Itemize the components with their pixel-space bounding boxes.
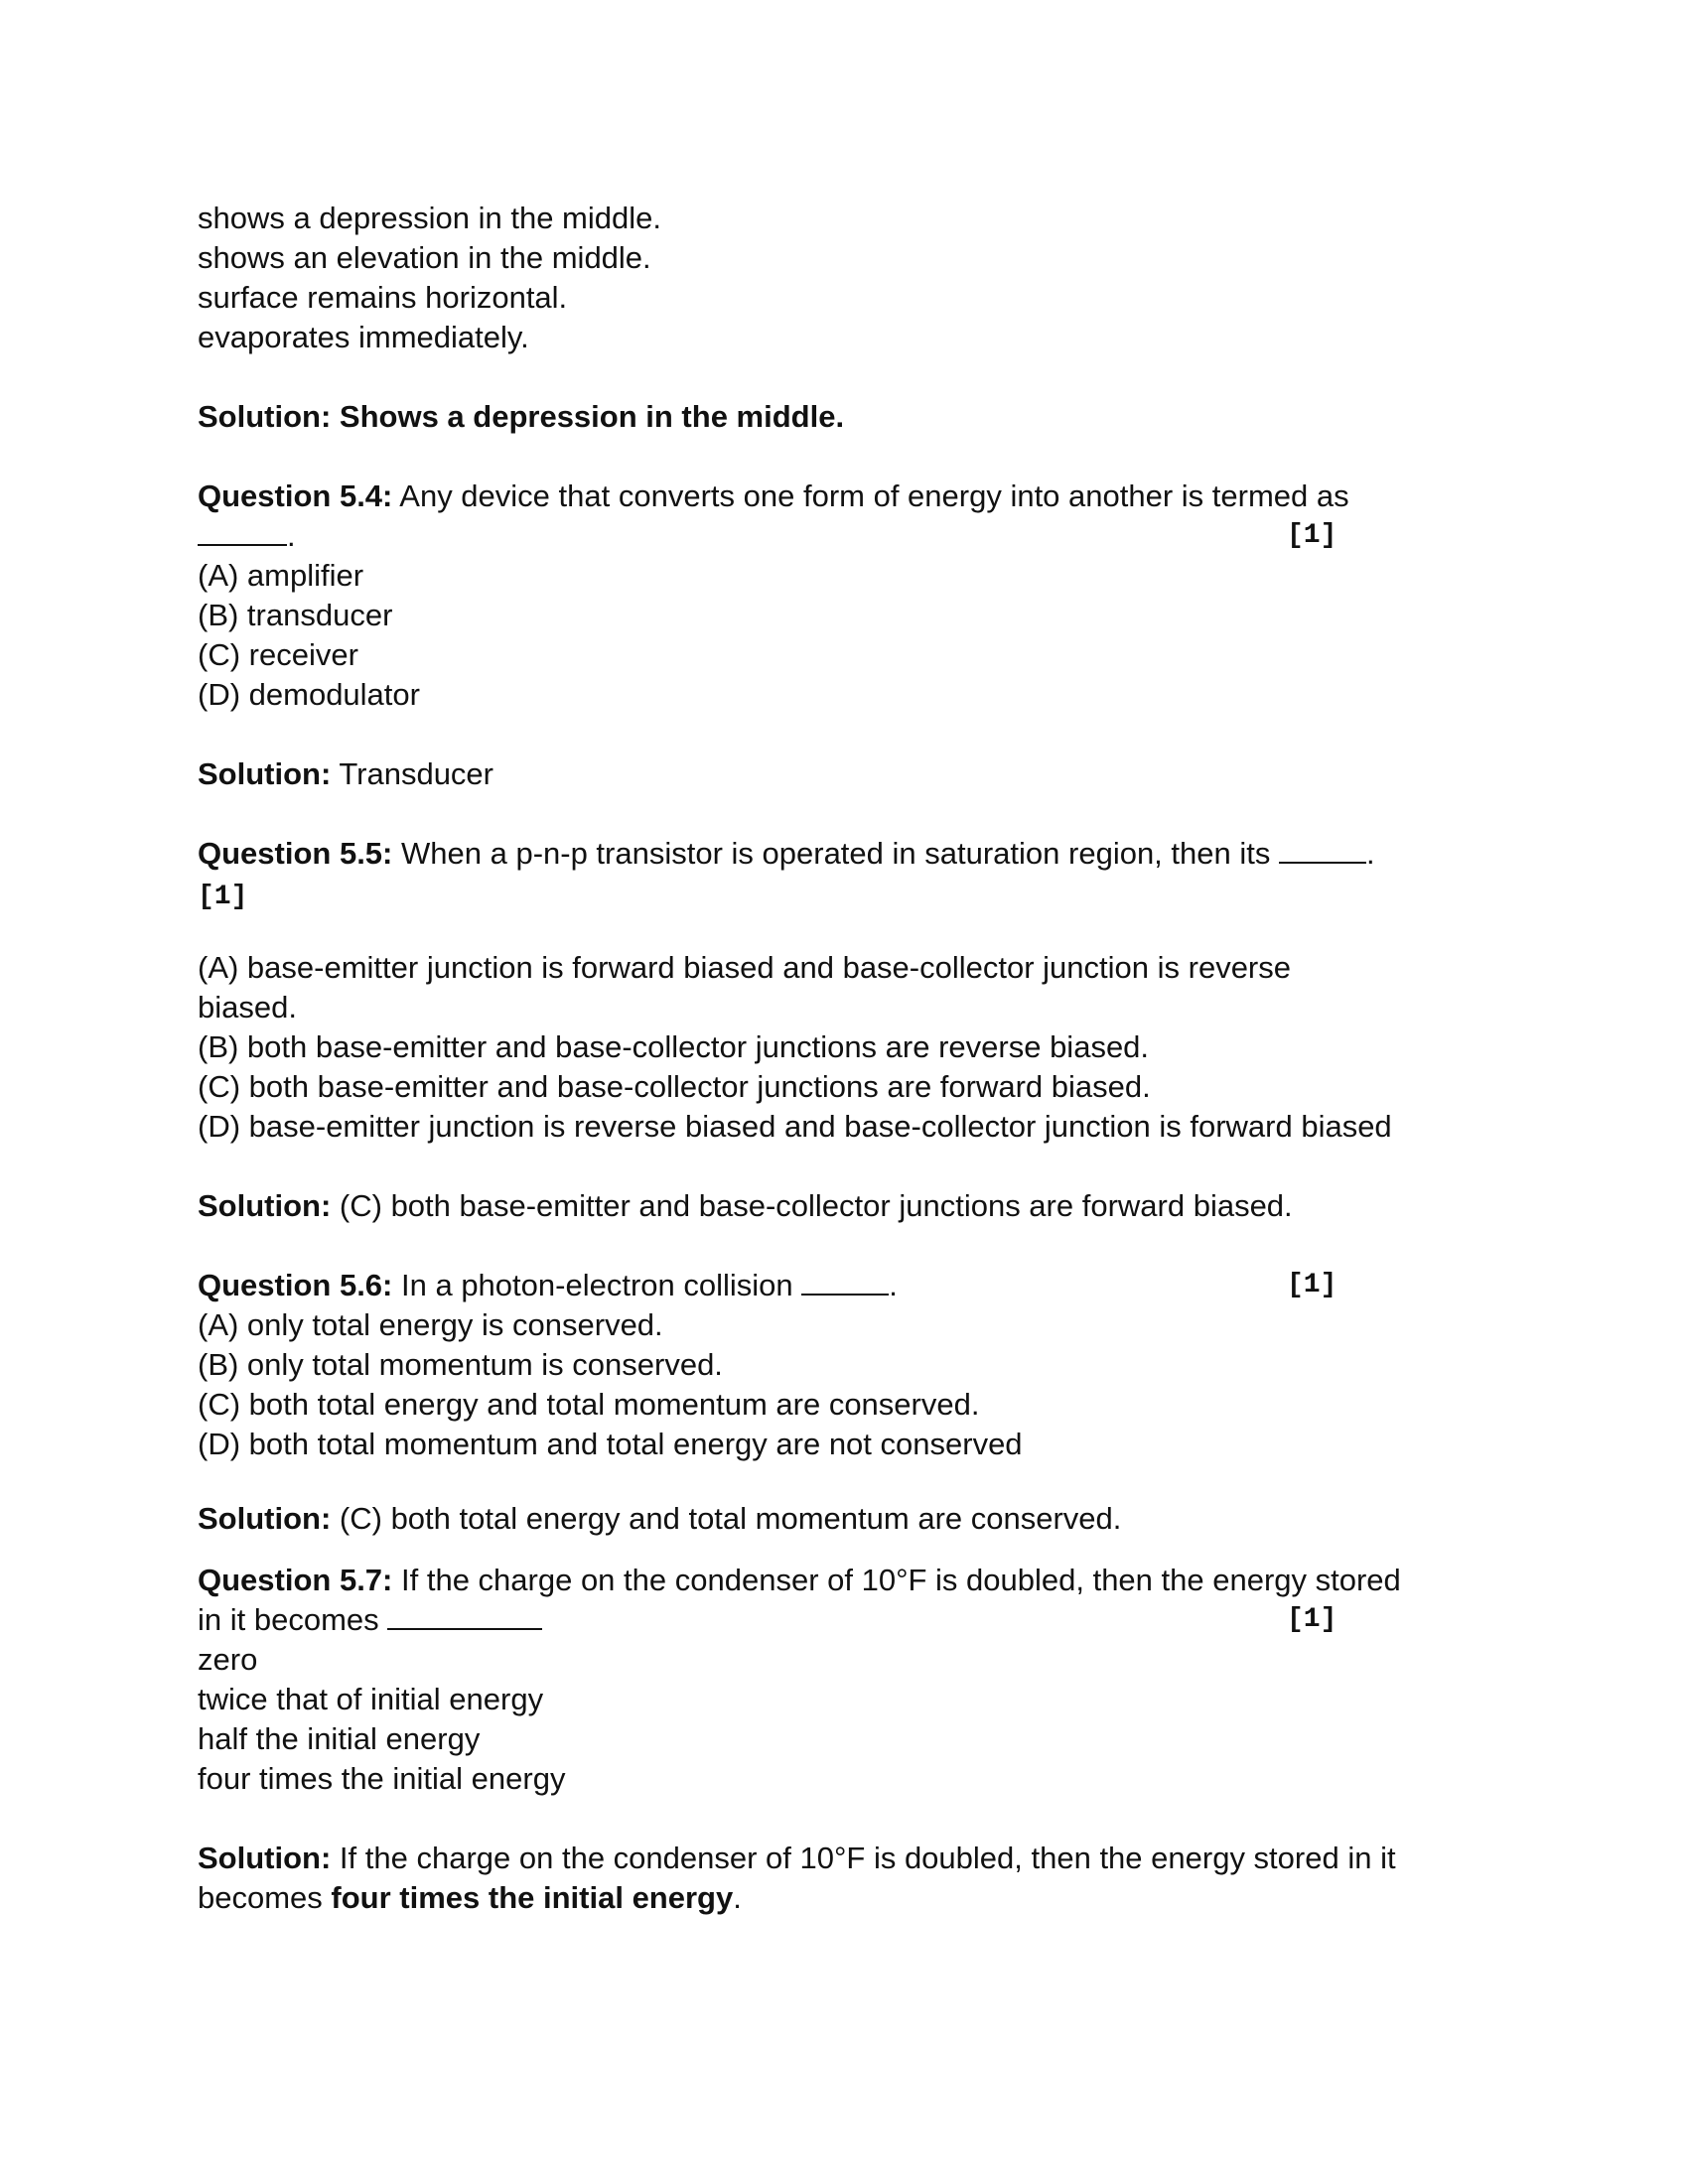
q53-option-2: shows an elevation in the middle. — [198, 240, 651, 275]
q57-option-4: four times the initial energy — [198, 1761, 566, 1796]
q53-option-1: shows a depression in the middle. — [198, 201, 661, 235]
q57-solution — [198, 1839, 1396, 1878]
q55-solution — [198, 1186, 1293, 1226]
q55-label: Question 5.5: — [198, 836, 393, 871]
q56-question: Question 5.6: In a photon-electron collision . — [198, 1268, 898, 1302]
q57-text-cont: in it becomes — [198, 1602, 379, 1637]
q53-option-4: evaporates immediately. — [198, 320, 529, 354]
q55-marks: [1] — [198, 882, 248, 912]
q54-marks: [1] — [1287, 520, 1337, 551]
q55-option-a: (A) base-emitter junction is forward biased and base-collector junction is reverse — [198, 950, 1291, 985]
q55-option-b: (B) both base-emitter and base-collector junctions are reverse biased. — [198, 1029, 1150, 1064]
q54-label: Question 5.4: — [198, 478, 393, 513]
q53-solution: Solution: Shows a depression in the middle. — [198, 399, 845, 434]
q55-marks-line — [198, 874, 247, 917]
q54-option-a: (A) amplifier — [198, 558, 364, 593]
q54-question — [198, 477, 1349, 516]
q54-solution — [198, 754, 493, 794]
answer-blank — [387, 1602, 542, 1630]
q57-solution-answer: four times the initial energy — [331, 1880, 734, 1915]
solution-label: Solution: — [198, 1188, 332, 1223]
q54-option-c: (C) receiver — [198, 637, 358, 672]
solution-label: Solution: — [198, 1841, 332, 1875]
q55-option-d: (D) base-emitter junction is reverse biased and base-collector junction is forward biased — [198, 1109, 1392, 1144]
q55-option-c: (C) both base-emitter and base-collector junctions are forward biased. — [198, 1069, 1151, 1104]
q54-text: Any device that converts one form of energy into another is termed as — [399, 478, 1349, 513]
q54-solution-text: Transducer — [339, 756, 493, 791]
q57-text: If the charge on the condenser of 10°F is doubled, then the energy stored — [401, 1563, 1401, 1597]
q56-option-a: (A) only total energy is conserved. — [198, 1307, 663, 1342]
q56-option-c: (C) both total energy and total momentum are conserved. — [198, 1387, 980, 1422]
q56-option-b: (B) only total momentum is conserved. — [198, 1347, 723, 1382]
q56-label: Question 5.6: — [198, 1268, 393, 1302]
q57-question — [198, 1561, 1401, 1600]
answer-blank — [1279, 836, 1366, 864]
q56-option-d: (D) both total momentum and total energy are not conserved — [198, 1427, 1023, 1461]
q54-option-d: (D) demodulator — [198, 677, 420, 712]
q56-solution — [198, 1499, 1121, 1539]
q55-option-a-cont: biased. — [198, 990, 297, 1024]
q57-label: Question 5.7: — [198, 1563, 393, 1597]
answer-blank — [198, 518, 287, 546]
q57-option-3: half the initial energy — [198, 1721, 481, 1756]
q57-option-1: zero — [198, 1642, 258, 1677]
solution-label: Solution: — [198, 1501, 332, 1536]
q57-option-2: twice that of initial energy — [198, 1682, 544, 1716]
q57-solution-cont: becomes four times the initial energy. — [198, 1880, 742, 1915]
q55-question: Question 5.5: When a p-n-p transistor is operated in saturation region, then its . — [198, 836, 1375, 871]
q54-blank-line: . — [198, 516, 296, 556]
q54-option-b: (B) transducer — [198, 598, 393, 632]
q57-marks: [1] — [1287, 1604, 1337, 1635]
solution-label: Solution: — [198, 756, 332, 791]
q56-solution-text: (C) both total energy and total momentum are conserved. — [339, 1501, 1122, 1536]
q57-solution-text: If the charge on the condenser of 10°F is doubled, then the energy stored in it — [339, 1841, 1396, 1875]
q56-marks: [1] — [1287, 1270, 1337, 1300]
q55-solution-text: (C) both base-emitter and base-collector junctions are forward biased. — [339, 1188, 1293, 1223]
q57-question-cont — [198, 1600, 542, 1640]
q56-text: In a photon-electron collision — [401, 1268, 793, 1302]
q55-text: When a p-n-p transistor is operated in saturation region, then its — [401, 836, 1271, 871]
q53-option-3: surface remains horizontal. — [198, 280, 568, 315]
answer-blank — [801, 1268, 889, 1296]
q57-solution-cont-text: becomes — [198, 1880, 323, 1915]
